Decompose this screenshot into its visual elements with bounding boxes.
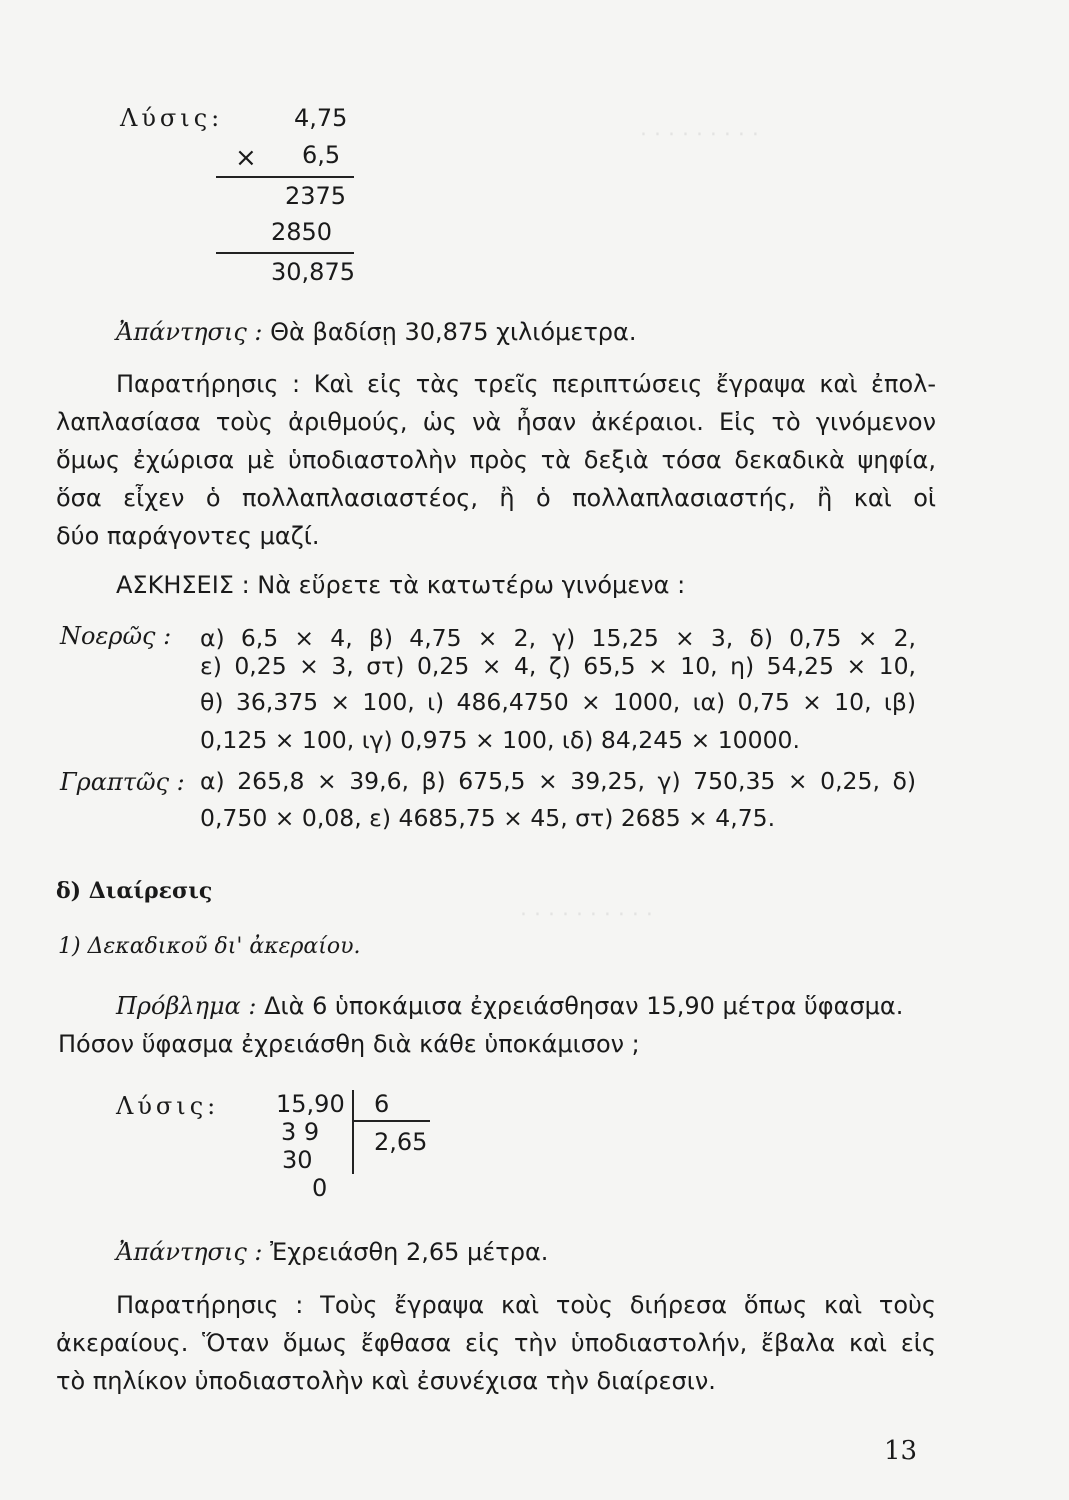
division-step: 30 [282, 1146, 313, 1174]
partial-product: 2850 [271, 218, 333, 246]
text-line: τὸ πηλίκον ὑποδιαστολὴν καὶ ἐσυνέχισα τὴν διαίρεσιν. [56, 1367, 716, 1395]
answer-label: Ἀπάντησις : [116, 1238, 263, 1266]
problem-line [116, 994, 903, 1018]
text-line: ὅσα εἶχεν ὁ πολλαπλασιαστέος, ἢ ὁ πολλαπλασιαστής, ἢ καὶ οἱ [56, 484, 936, 512]
page-number: 13 [884, 1436, 918, 1466]
answer-line [116, 1240, 548, 1264]
answer-text: Ἐχρειάσθη 2,65 μέτρα. [270, 1238, 549, 1266]
divisor: 6 [374, 1090, 390, 1118]
bleed-through-text: · · · · · · · · · [640, 120, 759, 145]
bleed-through-text: · · · · · · · · · · [520, 900, 653, 925]
written-label: Γραπτῶς : [60, 768, 185, 796]
answer-text: Θὰ βαδίσῃ 30,875 χιλιόμετρα. [270, 318, 637, 346]
text-line: ἀκεραίους. Ὅταν ὅμως ἔφθασα εἰς τὴν ὑποδιαστολήν, ἔβαλα καὶ εἰς [56, 1329, 936, 1357]
exercise-line: α) 265,8 × 39,6, β) 675,5 × 39,25, γ) 750,35 × 0,25, δ) [200, 767, 916, 795]
exercises-heading: ΑΣΚΗΣΕΙΣ : Νὰ εὕρετε τὰ κατωτέρω γινόμενα : [116, 571, 686, 599]
exercise-line: 0,750 × 0,08, ε) 4685,75 × 45, στ) 2685 × 4,75. [200, 804, 776, 832]
remark-paragraph [56, 365, 936, 555]
exercise-line: 0,125 × 100, ιγ) 0,975 × 100, ιδ) 84,245 × 10000. [200, 726, 800, 754]
text-line: Παρατήρησις : Καὶ εἰς τὰς τρεῖς περιπτώσεις ἔγραψα καὶ ἐπολ- [116, 370, 936, 398]
product-result: 30,875 [271, 258, 355, 286]
multiplicand: 4,75 [294, 104, 348, 132]
solution-label: Λύσις: [120, 104, 224, 132]
quotient: 2,65 [374, 1128, 428, 1156]
remark-paragraph [56, 1286, 936, 1400]
times-sign: × [235, 143, 257, 173]
division-bar [352, 1090, 354, 1174]
problem-text: Διὰ 6 ὑποκάμισα ἐχρειάσθησαν 15,90 μέτρα ὕφασμα. [264, 992, 904, 1020]
mental-label: Νοερῶς : [60, 622, 172, 650]
section-subtitle: 1) Δεκαδικοῦ δι' ἀκεραίου. [58, 934, 361, 959]
dividend: 15,90 [276, 1090, 345, 1118]
division-remainder: 0 [312, 1174, 328, 1202]
exercise-line: α) 6,5 × 4, β) 4,75 × 2, γ) 15,25 × 3, δ) 0,75 × 2, [200, 624, 916, 652]
answer-label: Ἀπάντησις : [116, 318, 263, 346]
division-step: 3 9 [281, 1118, 320, 1146]
exercise-line: ε) 0,25 × 3, στ) 0,25 × 4, ζ) 65,5 × 10, η) 54,25 × 10, [200, 652, 916, 680]
multiplication-rule [216, 176, 354, 178]
text-line: δύο παράγοντες μαζί. [56, 522, 320, 550]
text-line: Παρατήρησις : Τοὺς ἔγραψα καὶ τοὺς διήρεσα ὅπως καὶ τοὺς [116, 1291, 936, 1319]
division-rule [352, 1120, 430, 1122]
exercise-line: θ) 36,375 × 100, ι) 486,4750 × 1000, ια) 0,75 × 10, ιβ) [200, 688, 916, 716]
multiplier: 6,5 [302, 141, 341, 169]
text-line: λαπλασίασα τοὺς ἀριθμούς, ὡς νὰ ἦσαν ἀκέραιοι. Εἰς τὸ γινόμενον [56, 408, 936, 436]
text-line: ὅμως ἐχώρισα μὲ ὑποδιαστολὴν πρὸς τὰ δεξιὰ τόσα δεκαδικὰ ψηφία, [56, 446, 936, 474]
partial-product: 2375 [285, 182, 347, 210]
multiplication-rule [216, 252, 354, 254]
answer-line [116, 320, 636, 344]
problem-line-2: Πόσον ὕφασμα ἐχρειάσθη διὰ κάθε ὑποκάμισον ; [58, 1030, 640, 1058]
solution-label: Λύσις: [116, 1092, 220, 1120]
section-title: δ) Διαίρεσις [56, 878, 213, 904]
problem-label: Πρόβλημα : [116, 992, 257, 1020]
